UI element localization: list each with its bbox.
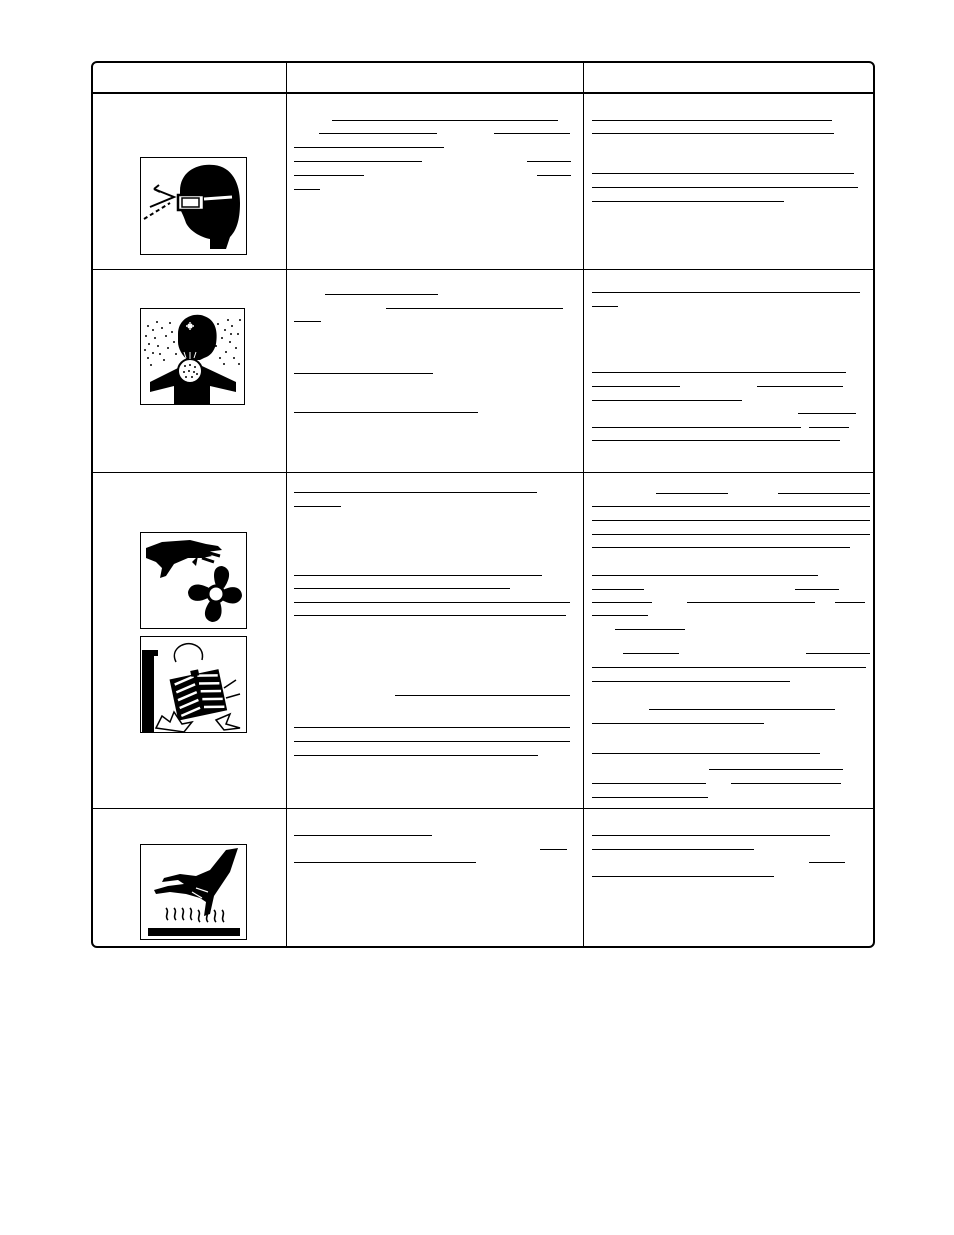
- column-divider: [286, 63, 287, 946]
- row-divider: [93, 472, 873, 473]
- header-divider: [93, 92, 873, 94]
- header-cell-hazard: [287, 63, 583, 92]
- column-divider: [583, 63, 584, 946]
- moving-parts-fan-icon: [140, 532, 247, 629]
- eye-protection-icon: [140, 157, 247, 255]
- hot-surface-icon: [140, 844, 247, 940]
- safety-table: [91, 61, 875, 948]
- header-cell-symbol: [93, 63, 286, 92]
- battery-explosion-icon: [140, 636, 247, 733]
- inhalation-hazard-icon: [140, 308, 245, 405]
- header-cell-remedy: [584, 63, 874, 92]
- row-divider: [93, 808, 873, 809]
- row-divider: [93, 269, 873, 270]
